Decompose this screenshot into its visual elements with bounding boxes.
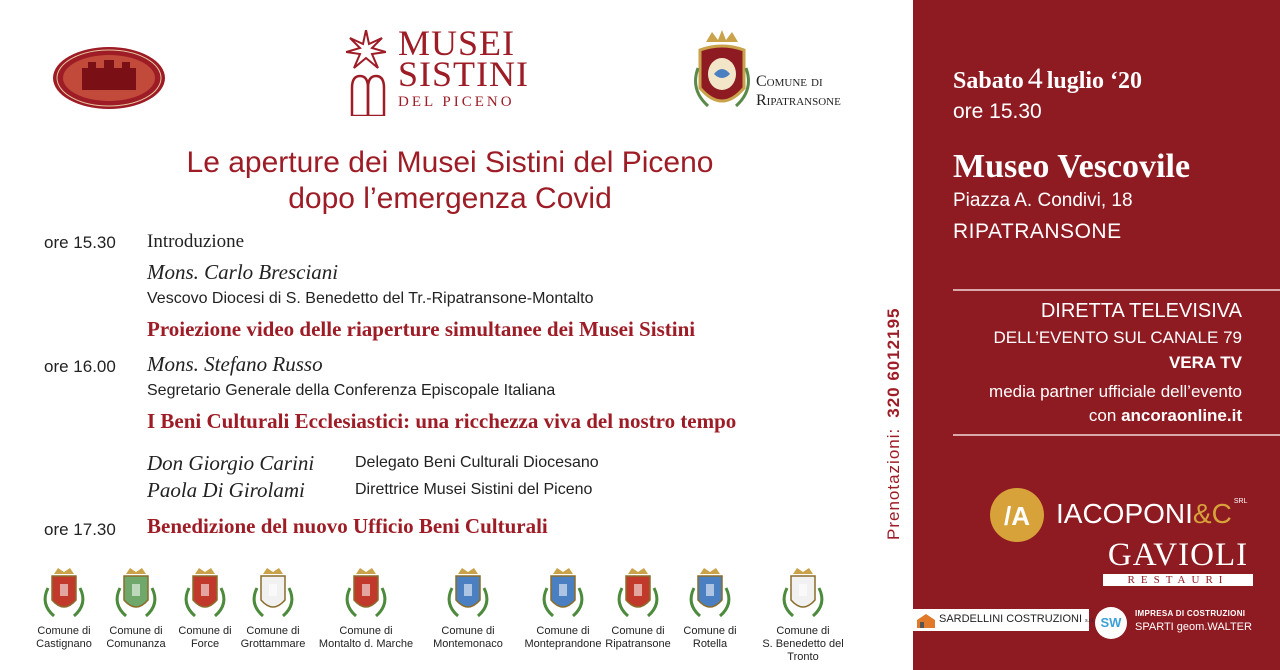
comune-label-prefix: Comune di xyxy=(776,625,830,637)
comune-label-prefix: Comune di xyxy=(536,625,590,637)
iacoponi-srl: SRL xyxy=(1233,498,1248,505)
gavioli-logo xyxy=(1103,538,1253,588)
tv-channel: VERA TV xyxy=(1168,353,1242,372)
building-icon xyxy=(917,612,935,628)
sardellini-srl: s.r.l. xyxy=(1085,618,1095,624)
divider-bottom xyxy=(953,434,1280,436)
figures-icon xyxy=(350,74,386,116)
comune-label-name: Grottammare xyxy=(240,638,306,650)
comune-label-name: Castignano xyxy=(36,638,92,650)
time-1530: ore 15.30 xyxy=(44,233,116,252)
star-icon xyxy=(346,30,386,70)
time-1730: ore 17.30 xyxy=(44,520,116,539)
comune-label-name: S. Benedetto del Tronto xyxy=(762,638,844,663)
crest-icon xyxy=(245,566,301,622)
comune-label-prefix: Comune di xyxy=(246,625,300,637)
date-month: luglio ‘20 xyxy=(1046,68,1143,94)
event-city: RIPATRANSONE xyxy=(953,220,1122,243)
speaker-carini: Don Giorgio Carini xyxy=(147,451,315,475)
musei-line2: SISTINI xyxy=(398,54,529,94)
comune-crest-item xyxy=(311,566,421,651)
comune-label-name: Monteprandone xyxy=(524,638,602,650)
talk-title: I Beni Culturali Ecclesiastici: una ricchezza viva del nostro tempo xyxy=(147,409,737,433)
tv-site-prefix: con xyxy=(1088,406,1117,425)
iacoponi-name: IACOPONI xyxy=(1056,498,1193,529)
booking-phone[interactable]: 320 6012195 xyxy=(884,307,903,418)
crest-icon xyxy=(694,28,750,118)
iacoponi-logo xyxy=(990,488,1270,542)
gavioli-sub: RESTAURI xyxy=(1103,574,1253,586)
page-title-line2: dopo l’emergenza Covid xyxy=(288,182,612,215)
iacoponi-amp: &C xyxy=(1192,498,1232,529)
role-bresciani: Vescovo Diocesi di S. Benedetto del Tr.-Ripatransone-Montalto xyxy=(147,290,594,307)
crest-icon xyxy=(775,566,831,622)
intro-label: Introduzione xyxy=(147,231,245,252)
gavioli-name: GAVIOLI xyxy=(1107,537,1249,573)
event-venue: Museo Vescovile xyxy=(953,148,1191,185)
date-weekday: Sabato xyxy=(953,68,1024,94)
comune-crest-item xyxy=(748,566,858,664)
comune-label-prefix: Comune di xyxy=(178,625,232,637)
time-1600: ore 16.00 xyxy=(44,357,116,376)
tv-site-link[interactable]: ancoraonline.it xyxy=(1121,406,1242,425)
comune-label-prefix: Comune di xyxy=(441,625,495,637)
comune-label-name: Ripatransone xyxy=(605,638,671,650)
comune-label-name: Rotella xyxy=(692,638,728,650)
date-day: 4 xyxy=(1027,62,1043,95)
diocese-seal-logo xyxy=(52,46,166,110)
comune-line1: Comune di xyxy=(756,73,823,90)
comune-label-prefix: Comune di xyxy=(109,625,163,637)
comune-ripatransone-logo xyxy=(694,28,884,120)
musei-sistini-logo xyxy=(346,23,536,118)
musei-line3: DEL PICENO xyxy=(398,94,515,110)
role-russo: Segretario Generale della Conferenza Episcopale Italiana xyxy=(147,382,556,399)
iacoponi-mark: /A xyxy=(1004,501,1030,531)
booking-label: Prenotazioni: xyxy=(884,427,903,540)
musei-line1: MUSEI xyxy=(398,23,516,63)
comune-label-prefix: Comune di xyxy=(339,625,393,637)
speaker-bresciani: Mons. Carlo Bresciani xyxy=(147,260,339,284)
booking-vertical xyxy=(884,307,904,540)
page-title-line1: Le aperture dei Musei Sistini del Piceno xyxy=(186,146,714,179)
tv-line2: DELL’EVENTO SUL CANALE 79 xyxy=(993,328,1242,347)
comune-label-name: Force xyxy=(190,638,220,650)
event-date xyxy=(953,62,1142,96)
iacoponi-mark-icon xyxy=(990,488,1044,542)
sardellini-logo xyxy=(913,609,1095,631)
event-panel xyxy=(913,0,1280,670)
crest-icon xyxy=(682,566,738,622)
comune-label-name: Montalto d. Marche xyxy=(318,638,414,650)
comune-label-prefix: Comune di xyxy=(683,625,737,637)
role-carini: Delegato Beni Culturali Diocesano xyxy=(355,454,599,471)
event-hour: ore 15.30 xyxy=(953,100,1042,123)
tv-site-line xyxy=(1089,406,1242,426)
speaker-di-girolami: Paola Di Girolami xyxy=(147,478,305,502)
role-di-girolami: Direttrice Musei Sistini del Piceno xyxy=(355,481,593,498)
comune-label-name: Montemonaco xyxy=(433,638,503,650)
tv-line1: DIRETTA TELEVISIVA xyxy=(1040,300,1242,322)
sparti-logo xyxy=(1095,605,1275,641)
crest-icon xyxy=(338,566,394,622)
comune-label-prefix: Comune di xyxy=(37,625,91,637)
comune-crest-item xyxy=(413,566,523,651)
comune-label-name: Comunanza xyxy=(106,638,166,650)
sardellini-name: SARDELLINI COSTRUZIONI xyxy=(939,613,1083,625)
sparti-name: SPARTI geom.WALTER xyxy=(1135,621,1252,633)
crest-icon xyxy=(440,566,496,622)
comune-label-prefix: Comune di xyxy=(611,625,665,637)
sparti-tagline: IMPRESA DI COSTRUZIONI xyxy=(1135,609,1246,618)
comune-line2: Ripatransone xyxy=(756,92,841,109)
divider-top xyxy=(953,289,1280,291)
video-projection: Proiezione video delle riaperture simultanee dei Musei Sistini xyxy=(147,317,696,341)
blessing-title: Benedizione del nuovo Ufficio Beni Culturali xyxy=(147,514,548,538)
speaker-russo: Mons. Stefano Russo xyxy=(147,352,323,376)
event-address: Piazza A. Condivi, 18 xyxy=(953,190,1133,211)
tv-partner: media partner ufficiale dell’evento xyxy=(989,382,1242,401)
sparti-mark-icon: SW xyxy=(1095,607,1127,639)
